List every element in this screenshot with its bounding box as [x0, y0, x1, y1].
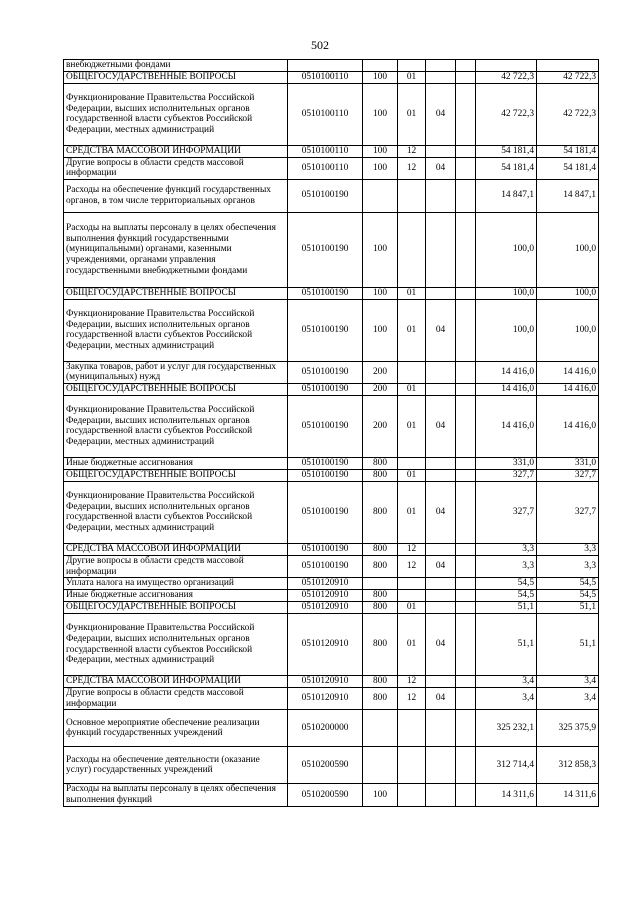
- cell-amount-year-2: 14 416,0: [537, 361, 599, 383]
- cell-target-article: 0510100190: [288, 383, 363, 395]
- cell-empty: [456, 784, 476, 806]
- cell-amount-year-1: 54 181,4: [476, 157, 537, 179]
- cell-expense-type: [363, 60, 398, 72]
- cell-amount-year-2: 14 311,6: [537, 784, 599, 806]
- cell-empty: [456, 287, 476, 299]
- cell-empty: [456, 212, 476, 287]
- cell-amount-year-2: 42 722,3: [537, 71, 599, 83]
- cell-name: Функционирование Правительства Российской Федерации, высших исполнительных органов государственной власти субъектов Российской Федерации, местных администраций: [64, 83, 288, 145]
- cell-empty: [456, 555, 476, 577]
- cell-amount-year-1: 54,5: [476, 590, 537, 602]
- cell-name: Функционирование Правительства Российской Федерации, высших исполнительных органов государственной власти субъектов Российской Федерации, местных администраций: [64, 481, 288, 543]
- cell-expense-type: 100: [363, 157, 398, 179]
- cell-empty: [456, 60, 476, 72]
- table-row: [64, 676, 599, 688]
- cell-amount-year-2: 100,0: [537, 299, 599, 361]
- cell-name: Уплата налога на имущество организаций: [64, 578, 288, 590]
- cell-subsection: [426, 383, 456, 395]
- cell-target-article: 0510100190: [288, 469, 363, 481]
- cell-subsection: [426, 710, 456, 747]
- cell-target-article: 0510120910: [288, 578, 363, 590]
- table-row: [64, 543, 599, 555]
- table-row: [64, 614, 599, 676]
- table-row: [64, 383, 599, 395]
- cell-subsection: [426, 676, 456, 688]
- cell-expense-type: 800: [363, 469, 398, 481]
- table-row: [64, 287, 599, 299]
- cell-target-article: 0510100190: [288, 179, 363, 212]
- cell-amount-year-2: 54 181,4: [537, 145, 599, 157]
- cell-section: [398, 361, 426, 383]
- cell-subsection: [426, 578, 456, 590]
- cell-amount-year-2: 3,3: [537, 543, 599, 555]
- cell-amount-year-2: 54,5: [537, 590, 599, 602]
- cell-section: [398, 747, 426, 784]
- cell-subsection: 04: [426, 83, 456, 145]
- cell-target-article: 0510100190: [288, 395, 363, 457]
- cell-empty: [456, 602, 476, 614]
- cell-expense-type: [363, 578, 398, 590]
- cell-name: Расходы на обеспечение функций государственных органов, в том числе территориальных органов: [64, 179, 288, 212]
- cell-subsection: [426, 784, 456, 806]
- cell-empty: [456, 747, 476, 784]
- cell-expense-type: 800: [363, 543, 398, 555]
- cell-amount-year-2: [537, 60, 599, 72]
- cell-amount-year-1: 14 311,6: [476, 784, 537, 806]
- cell-amount-year-2: 327,7: [537, 481, 599, 543]
- cell-name: Иные бюджетные ассигнования: [64, 590, 288, 602]
- table-row: [64, 145, 599, 157]
- cell-subsection: 04: [426, 299, 456, 361]
- cell-section: 12: [398, 688, 426, 710]
- cell-amount-year-1: 327,7: [476, 481, 537, 543]
- cell-expense-type: 800: [363, 590, 398, 602]
- cell-subsection: 04: [426, 688, 456, 710]
- cell-name: СРЕДСТВА МАССОВОЙ ИНФОРМАЦИИ: [64, 145, 288, 157]
- cell-subsection: [426, 287, 456, 299]
- cell-name: Закупка товаров, работ и услуг для государственных (муниципальных) нужд: [64, 361, 288, 383]
- cell-target-article: 0510200590: [288, 747, 363, 784]
- table-row: [64, 157, 599, 179]
- cell-amount-year-2: 100,0: [537, 287, 599, 299]
- cell-subsection: [426, 71, 456, 83]
- cell-amount-year-2: 14 416,0: [537, 383, 599, 395]
- table-row: [64, 71, 599, 83]
- cell-name: ОБЩЕГОСУДАРСТВЕННЫЕ ВОПРОСЫ: [64, 383, 288, 395]
- cell-empty: [456, 457, 476, 469]
- cell-name: Расходы на обеспечение деятельности (оказание услуг) государственных учреждений: [64, 747, 288, 784]
- cell-name: ОБЩЕГОСУДАРСТВЕННЫЕ ВОПРОСЫ: [64, 71, 288, 83]
- cell-expense-type: [363, 747, 398, 784]
- cell-name: ОБЩЕГОСУДАРСТВЕННЫЕ ВОПРОСЫ: [64, 287, 288, 299]
- table-row: [64, 83, 599, 145]
- cell-empty: [456, 481, 476, 543]
- cell-target-article: 0510100190: [288, 555, 363, 577]
- cell-section: [398, 710, 426, 747]
- cell-subsection: [426, 145, 456, 157]
- cell-empty: [456, 71, 476, 83]
- cell-empty: [456, 157, 476, 179]
- cell-section: [398, 578, 426, 590]
- cell-expense-type: 100: [363, 784, 398, 806]
- cell-section: 01: [398, 83, 426, 145]
- cell-amount-year-1: 3,3: [476, 543, 537, 555]
- cell-name: Функционирование Правительства Российской Федерации, высших исполнительных органов государственной власти субъектов Российской Федерации, местных администраций: [64, 614, 288, 676]
- page-number: 502: [311, 38, 329, 52]
- table-row: [64, 710, 599, 747]
- cell-empty: [456, 361, 476, 383]
- cell-name: Другие вопросы в области средств массовой информации: [64, 688, 288, 710]
- cell-subsection: 04: [426, 481, 456, 543]
- cell-amount-year-1: 325 232,1: [476, 710, 537, 747]
- cell-subsection: [426, 747, 456, 784]
- cell-amount-year-2: 14 416,0: [537, 395, 599, 457]
- cell-expense-type: 800: [363, 602, 398, 614]
- cell-name: Функционирование Правительства Российской Федерации, высших исполнительных органов государственной власти субъектов Российской Федерации, местных администраций: [64, 395, 288, 457]
- cell-amount-year-1: 331,0: [476, 457, 537, 469]
- table-row: [64, 361, 599, 383]
- cell-target-article: 0510100190: [288, 212, 363, 287]
- cell-target-article: 0510200000: [288, 710, 363, 747]
- cell-empty: [456, 395, 476, 457]
- cell-amount-year-2: 3,4: [537, 676, 599, 688]
- cell-section: 12: [398, 543, 426, 555]
- cell-section: 01: [398, 614, 426, 676]
- cell-amount-year-1: 14 416,0: [476, 361, 537, 383]
- table-row: [64, 590, 599, 602]
- cell-target-article: 0510100110: [288, 145, 363, 157]
- cell-section: 01: [398, 71, 426, 83]
- cell-expense-type: 100: [363, 212, 398, 287]
- cell-target-article: 0510200590: [288, 784, 363, 806]
- cell-subsection: [426, 212, 456, 287]
- cell-subsection: [426, 457, 456, 469]
- cell-subsection: [426, 60, 456, 72]
- cell-amount-year-1: 312 714,4: [476, 747, 537, 784]
- cell-target-article: 0510120910: [288, 602, 363, 614]
- cell-section: 01: [398, 383, 426, 395]
- cell-target-article: 0510100190: [288, 299, 363, 361]
- cell-amount-year-2: 327,7: [537, 469, 599, 481]
- cell-section: [398, 784, 426, 806]
- cell-name: ОБЩЕГОСУДАРСТВЕННЫЕ ВОПРОСЫ: [64, 469, 288, 481]
- cell-empty: [456, 383, 476, 395]
- cell-amount-year-2: 54 181,4: [537, 157, 599, 179]
- cell-subsection: [426, 543, 456, 555]
- cell-target-article: 0510120910: [288, 590, 363, 602]
- cell-name: Другие вопросы в области средств массовой информации: [64, 157, 288, 179]
- table-body: [64, 60, 599, 807]
- cell-section: 01: [398, 602, 426, 614]
- cell-amount-year-1: [476, 60, 537, 72]
- cell-amount-year-2: 331,0: [537, 457, 599, 469]
- table-row: [64, 395, 599, 457]
- budget-table: [63, 59, 599, 807]
- cell-section: [398, 457, 426, 469]
- cell-section: 01: [398, 299, 426, 361]
- cell-expense-type: 200: [363, 383, 398, 395]
- cell-amount-year-1: 3,3: [476, 555, 537, 577]
- table-row: [64, 747, 599, 784]
- cell-amount-year-1: 51,1: [476, 614, 537, 676]
- cell-empty: [456, 543, 476, 555]
- cell-name: Расходы на выплаты персоналу в целях обеспечения выполнения функций: [64, 784, 288, 806]
- table-row: [64, 688, 599, 710]
- cell-expense-type: 800: [363, 481, 398, 543]
- cell-amount-year-1: 327,7: [476, 469, 537, 481]
- cell-target-article: 0510120910: [288, 676, 363, 688]
- cell-amount-year-2: 3,4: [537, 688, 599, 710]
- cell-target-article: [288, 60, 363, 72]
- table-row: [64, 60, 599, 72]
- cell-amount-year-2: 54,5: [537, 578, 599, 590]
- cell-amount-year-2: 100,0: [537, 212, 599, 287]
- cell-name: Другие вопросы в области средств массовой информации: [64, 555, 288, 577]
- cell-empty: [456, 676, 476, 688]
- cell-amount-year-1: 14 416,0: [476, 383, 537, 395]
- table-row: [64, 602, 599, 614]
- cell-subsection: [426, 590, 456, 602]
- cell-name: Расходы на выплаты персоналу в целях обеспечения выполнения функций государственными (муниципальными) органами, казенными учреждениями, органами управления государственными внебюджетными фондами: [64, 212, 288, 287]
- table-row: [64, 481, 599, 543]
- cell-section: 01: [398, 287, 426, 299]
- cell-target-article: 0510100190: [288, 361, 363, 383]
- cell-amount-year-1: 3,4: [476, 676, 537, 688]
- cell-expense-type: 800: [363, 457, 398, 469]
- cell-target-article: 0510100190: [288, 287, 363, 299]
- cell-amount-year-1: 54 181,4: [476, 145, 537, 157]
- cell-empty: [456, 83, 476, 145]
- cell-target-article: 0510100110: [288, 83, 363, 145]
- cell-section: 12: [398, 145, 426, 157]
- cell-empty: [456, 145, 476, 157]
- table-row: [64, 578, 599, 590]
- cell-name: Основное мероприятие обеспечение реализации функций государственных учреждений: [64, 710, 288, 747]
- cell-subsection: [426, 469, 456, 481]
- cell-name: ОБЩЕГОСУДАРСТВЕННЫЕ ВОПРОСЫ: [64, 602, 288, 614]
- cell-amount-year-1: 54,5: [476, 578, 537, 590]
- cell-empty: [456, 469, 476, 481]
- cell-name: Иные бюджетные ассигнования: [64, 457, 288, 469]
- cell-amount-year-1: 3,4: [476, 688, 537, 710]
- cell-amount-year-1: 100,0: [476, 299, 537, 361]
- cell-empty: [456, 299, 476, 361]
- cell-subsection: 04: [426, 614, 456, 676]
- cell-section: 01: [398, 469, 426, 481]
- cell-expense-type: 800: [363, 688, 398, 710]
- cell-section: [398, 590, 426, 602]
- cell-expense-type: 200: [363, 361, 398, 383]
- cell-amount-year-1: 51,1: [476, 602, 537, 614]
- cell-name: СРЕДСТВА МАССОВОЙ ИНФОРМАЦИИ: [64, 676, 288, 688]
- table-row: [64, 457, 599, 469]
- cell-amount-year-2: 3,3: [537, 555, 599, 577]
- cell-expense-type: 100: [363, 83, 398, 145]
- cell-expense-type: 800: [363, 676, 398, 688]
- cell-target-article: 0510100190: [288, 481, 363, 543]
- cell-empty: [456, 614, 476, 676]
- cell-expense-type: 200: [363, 395, 398, 457]
- table-row: [64, 299, 599, 361]
- cell-empty: [456, 710, 476, 747]
- cell-amount-year-2: 325 375,9: [537, 710, 599, 747]
- cell-name: СРЕДСТВА МАССОВОЙ ИНФОРМАЦИИ: [64, 543, 288, 555]
- cell-expense-type: [363, 710, 398, 747]
- cell-expense-type: 100: [363, 145, 398, 157]
- cell-expense-type: 800: [363, 614, 398, 676]
- cell-section: [398, 212, 426, 287]
- cell-section: 12: [398, 157, 426, 179]
- table-row: [64, 555, 599, 577]
- cell-target-article: 0510120910: [288, 688, 363, 710]
- cell-empty: [456, 578, 476, 590]
- cell-empty: [456, 688, 476, 710]
- cell-section: 01: [398, 395, 426, 457]
- cell-expense-type: 100: [363, 299, 398, 361]
- cell-amount-year-1: 14 416,0: [476, 395, 537, 457]
- cell-section: 12: [398, 555, 426, 577]
- cell-name: Функционирование Правительства Российской Федерации, высших исполнительных органов государственной власти субъектов Российской Федерации, местных администраций: [64, 299, 288, 361]
- cell-amount-year-1: 100,0: [476, 212, 537, 287]
- cell-subsection: 04: [426, 395, 456, 457]
- cell-amount-year-1: 42 722,3: [476, 83, 537, 145]
- cell-amount-year-2: 42 722,3: [537, 83, 599, 145]
- cell-target-article: 0510100190: [288, 457, 363, 469]
- cell-amount-year-2: 51,1: [537, 602, 599, 614]
- cell-amount-year-2: 312 858,3: [537, 747, 599, 784]
- table-row: [64, 179, 599, 212]
- cell-section: 12: [398, 676, 426, 688]
- cell-subsection: [426, 361, 456, 383]
- cell-name: внебюджетными фондами: [64, 60, 288, 72]
- cell-expense-type: 100: [363, 287, 398, 299]
- cell-section: 01: [398, 481, 426, 543]
- cell-target-article: 0510100110: [288, 71, 363, 83]
- table-row: [64, 469, 599, 481]
- cell-amount-year-1: 14 847,1: [476, 179, 537, 212]
- cell-amount-year-1: 42 722,3: [476, 71, 537, 83]
- cell-section: [398, 60, 426, 72]
- cell-amount-year-2: 51,1: [537, 614, 599, 676]
- cell-subsection: [426, 179, 456, 212]
- cell-subsection: 04: [426, 157, 456, 179]
- table-row: [64, 212, 599, 287]
- cell-target-article: 0510120910: [288, 614, 363, 676]
- cell-amount-year-1: 100,0: [476, 287, 537, 299]
- cell-subsection: [426, 602, 456, 614]
- cell-empty: [456, 590, 476, 602]
- cell-expense-type: [363, 179, 398, 212]
- cell-expense-type: 100: [363, 71, 398, 83]
- cell-target-article: 0510100190: [288, 543, 363, 555]
- cell-expense-type: 800: [363, 555, 398, 577]
- cell-subsection: 04: [426, 555, 456, 577]
- table-row: [64, 784, 599, 806]
- cell-section: [398, 179, 426, 212]
- cell-amount-year-2: 14 847,1: [537, 179, 599, 212]
- cell-target-article: 0510100110: [288, 157, 363, 179]
- cell-empty: [456, 179, 476, 212]
